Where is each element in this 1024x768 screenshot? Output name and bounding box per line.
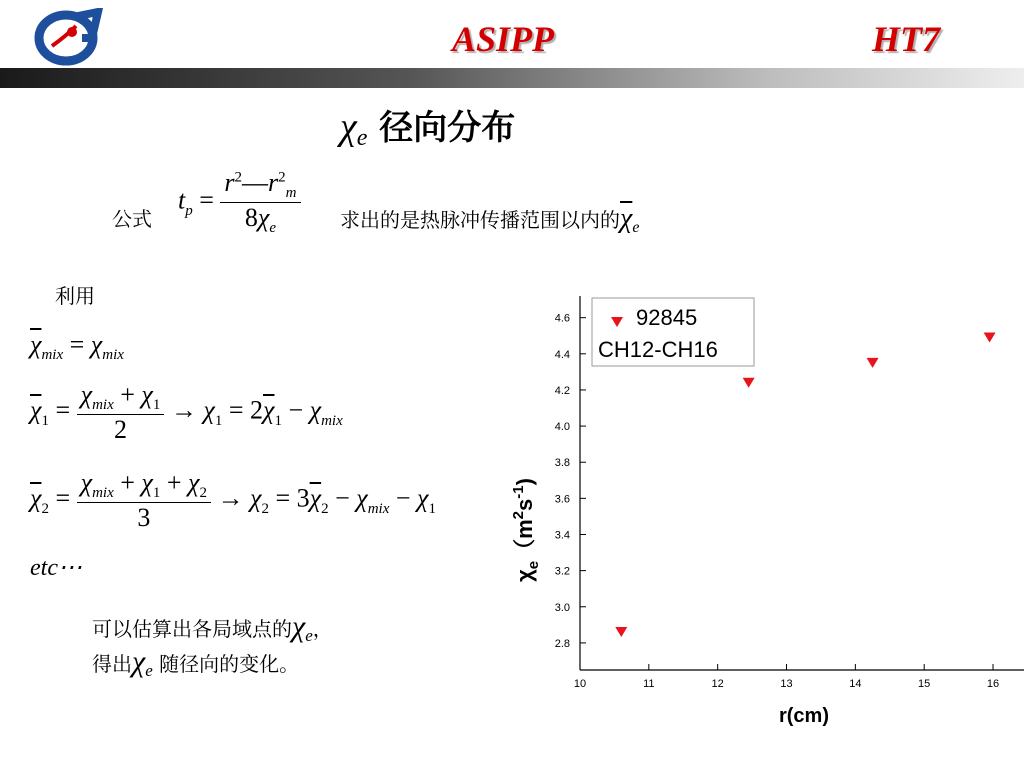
legend-entry-2: CH12-CH16 <box>598 337 718 362</box>
chi-e-radial-chart <box>490 290 1024 740</box>
equation-chi1: $\overline{\chi}_1$ = $\frac{\chi_{mix} + \chi_1}{2}$ → $\chi_1 = 2\overline{\chi}_1 - \chi_{mix}$ <box>30 380 343 445</box>
use-label: 利用 <box>55 284 95 308</box>
y-tick-label-0: 2.8 <box>554 637 570 650</box>
title-chi-subscript: e <box>356 125 368 151</box>
data-point-1 <box>743 378 755 388</box>
logo <box>32 8 104 66</box>
x-tick-label-6: 16 <box>986 678 1000 690</box>
chi-e-symbol-2: χ <box>132 645 146 678</box>
x-tick-label-3: 13 <box>780 678 793 690</box>
formula-suffix: 求出的是热脉冲传播范围以内的$\overline{\chi}_e$ <box>340 203 640 236</box>
y-tick-label-7: 4.2 <box>554 384 570 397</box>
etc-text: etc⋯ <box>30 555 82 581</box>
formula-tp: $t_p$ = $\frac{r^2—r^2_m}{8\chi_e}$ <box>178 168 301 237</box>
header-title-right: HT7 <box>872 19 940 59</box>
formula-prefix: 公式 <box>112 207 152 231</box>
data-point-0 <box>615 627 627 637</box>
legend-entry-1: 92845 <box>636 305 698 330</box>
y-tick-label-2: 3.2 <box>554 565 570 578</box>
data-point-2 <box>867 358 879 368</box>
x-tick-label-1: 11 <box>643 678 655 690</box>
conclusion-line2: 得出$\chi_e$ 随径向的变化。 <box>92 645 300 680</box>
data-point-3 <box>984 333 996 343</box>
conclusion-line1-end: ， <box>312 617 333 641</box>
x-tick-label-2: 12 <box>711 678 724 690</box>
conclusion-line1-text: 可以估算出各局域点的 <box>92 617 292 641</box>
x-tick-label-0: 10 <box>573 678 587 690</box>
equation-chi2: $\overline{\chi}_2$ = $\frac{\chi_{mix} + \chi_1 + \chi_2}{3}$ → $\chi_2 = 3\overline{\chi}_2 - \chi_{mix} - \chi_1$ <box>30 468 436 533</box>
title-text: 径向分布 <box>379 108 516 148</box>
title-chi-symbol: χ <box>340 106 357 148</box>
formula-suffix-text: 求出的是热脉冲传播范围以内的 <box>340 208 620 232</box>
slide-title <box>340 100 515 152</box>
chi-e-symbol: χ <box>292 610 306 643</box>
conclusion-line1: 可以估算出各局域点的$\chi_e$， <box>92 610 333 645</box>
y-tick-label-4: 3.6 <box>554 493 570 506</box>
y-tick-label-6: 4.0 <box>554 421 570 434</box>
y-tick-label-9: 4.6 <box>554 312 570 325</box>
y-axis-label: $\chi_e(m^2s^{-1})$ <box>510 478 542 582</box>
x-tick-label-4: 14 <box>849 678 862 690</box>
y-tick-label-1: 3.0 <box>554 601 570 614</box>
equation-mix: $\overline{\chi}_{mix} = \chi_{mix}$ <box>30 330 124 364</box>
y-tick-label-3: 3.4 <box>554 529 570 542</box>
y-tick-label-5: 3.8 <box>554 457 570 470</box>
chi-bar-symbol: $\overline{\chi}$ <box>620 203 633 234</box>
header-gradient-bar <box>0 68 1024 88</box>
y-tick-label-8: 4.4 <box>554 348 570 361</box>
conclusion-line2-end: 随径向的变化。 <box>159 652 300 676</box>
x-axis-label: r(cm) <box>778 705 830 727</box>
header-title-left: ASIPP <box>452 19 555 59</box>
legend <box>592 298 754 366</box>
x-tick-label-5: 15 <box>918 678 931 690</box>
conclusion-line2-start: 得出 <box>92 652 132 676</box>
